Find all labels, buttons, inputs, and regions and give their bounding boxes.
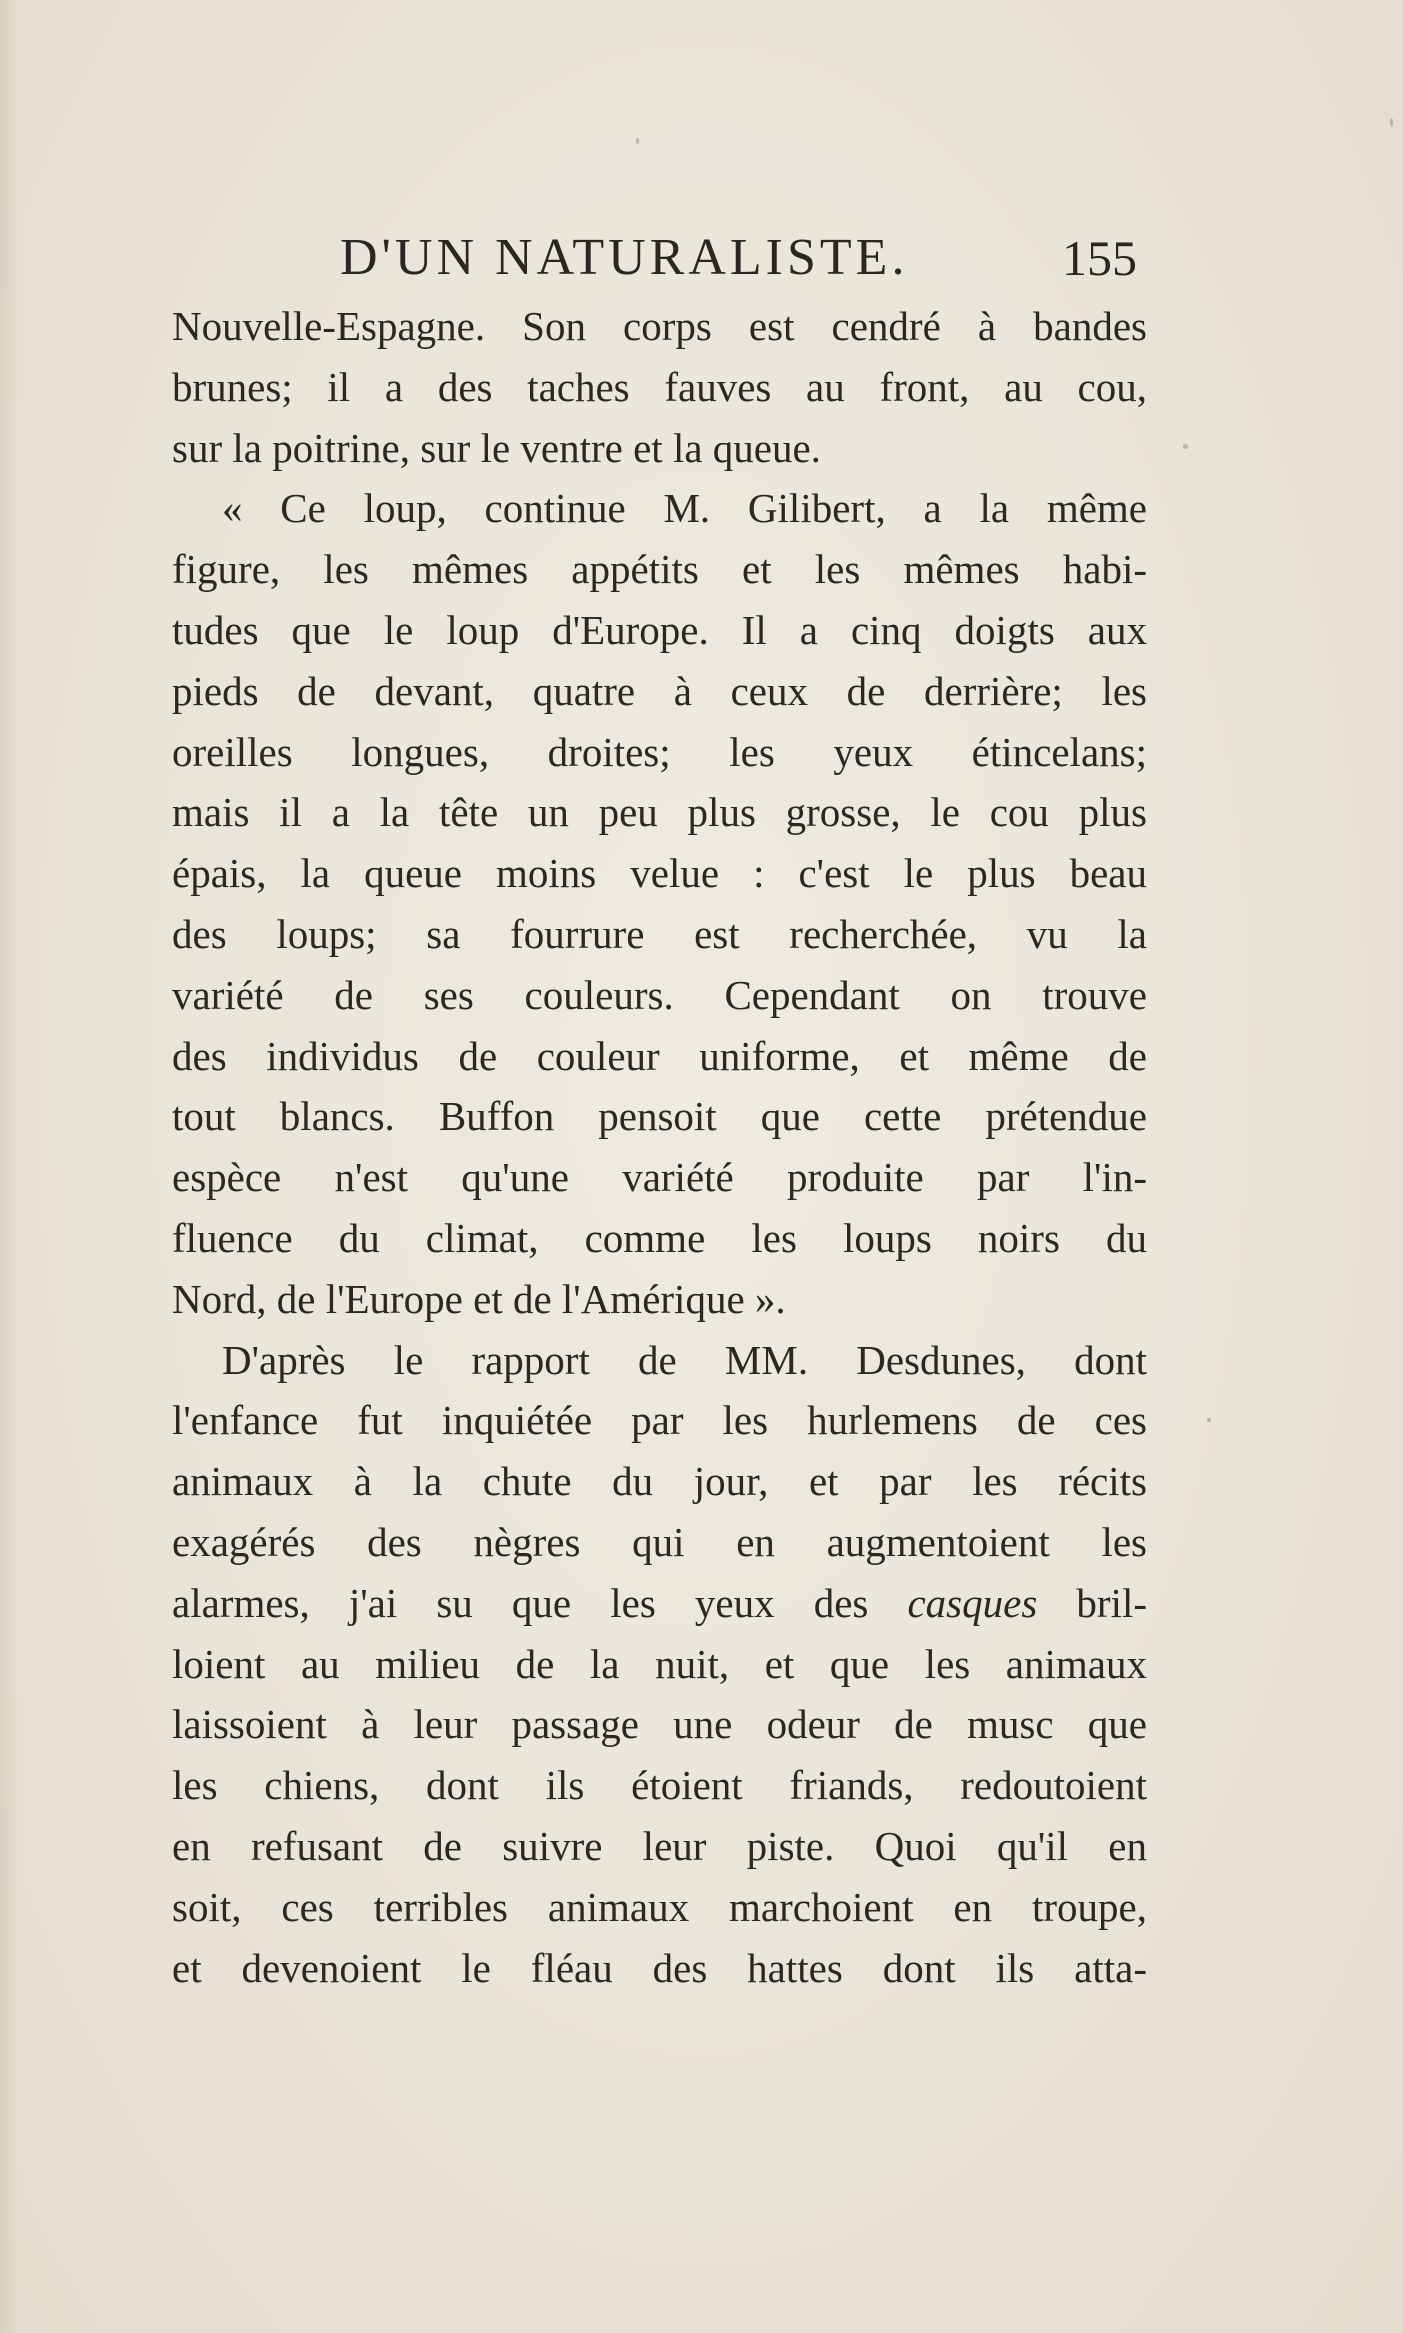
paper-speck — [1183, 444, 1188, 449]
text-line: fluence du climat, comme les loups noirs du — [172, 1214, 1147, 1261]
text-line: espèce n'est qu'une variété produite par l'in- — [172, 1154, 1147, 1201]
text-line: les chiens, dont ils étoient friands, redoutoient — [172, 1762, 1147, 1809]
text-line: animaux à la chute du jour, et par les récits — [172, 1458, 1147, 1505]
text-line: sur la poitrine, sur le ventre et la queue. — [172, 424, 821, 471]
text-line: des loups; sa fourrure est recherchée, vu la — [172, 910, 1147, 957]
text-line: oreilles longues, droites; les yeux étincelans; — [172, 728, 1147, 775]
page-number: 155 — [1062, 230, 1137, 286]
text-line: des individus de couleur uniforme, et même de — [172, 1032, 1147, 1079]
text-line: Nouvelle-Espagne. Son corps est cendré à bandes — [172, 303, 1147, 349]
body-text — [172, 296, 1147, 1998]
text-line: D'après le rapport de MM. Desdunes, dont — [222, 1336, 1147, 1383]
text-line-tail: bril- — [1076, 1579, 1148, 1626]
text-line: et devenoient le fléau des hattes dont ils atta- — [172, 1944, 1147, 1991]
text-line: « Ce loup, continue M. Gilibert, a la même — [222, 485, 1147, 532]
text-line-with-italic — [172, 1573, 1147, 1634]
text-line: laissoient à leur passage une odeur de musc que — [172, 1701, 1147, 1748]
text-line: loient au milieu de la nuit, et que les animaux — [172, 1640, 1147, 1687]
text-line: en refusant de suivre leur piste. Quoi qu'il en — [172, 1822, 1147, 1869]
text-line: l'enfance fut inquiétée par les hurlemens de ces — [172, 1397, 1147, 1444]
paper-speck — [1207, 1418, 1211, 1422]
text-line: brunes; il a des taches fauves au front, au cou, — [172, 363, 1147, 410]
running-title: D'UN NATURALISTE. — [340, 229, 909, 286]
text-line-lead: alarmes, j'ai su que les yeux des — [172, 1579, 869, 1626]
paper-speck — [636, 138, 639, 144]
text-line: variété de ses couleurs. Cependant on trouve — [172, 971, 1147, 1018]
text-line: figure, les mêmes appétits et les mêmes habi- — [172, 546, 1147, 593]
text-line: épais, la queue moins velue : c'est le plus beau — [172, 850, 1147, 897]
italic-word: casques — [907, 1579, 1038, 1626]
text-line: mais il a la tête un peu plus grosse, le cou plus — [172, 789, 1147, 836]
running-head — [172, 228, 1137, 288]
text-line: exagérés des nègres qui en augmentoient les — [172, 1518, 1147, 1565]
text-line: pieds de devant, quatre à ceux de derrière; les — [172, 667, 1147, 714]
paper-speck — [1390, 118, 1393, 127]
text-line: tout blancs. Buffon pensoit que cette prétendue — [172, 1093, 1147, 1140]
binding-shadow — [0, 0, 18, 2333]
text-line: tudes que le loup d'Europe. Il a cinq doigts aux — [172, 606, 1147, 653]
text-line: Nord, de l'Europe et de l'Amérique ». — [172, 1275, 786, 1322]
text-line: soit, ces terribles animaux marchoient en troupe, — [172, 1883, 1147, 1930]
